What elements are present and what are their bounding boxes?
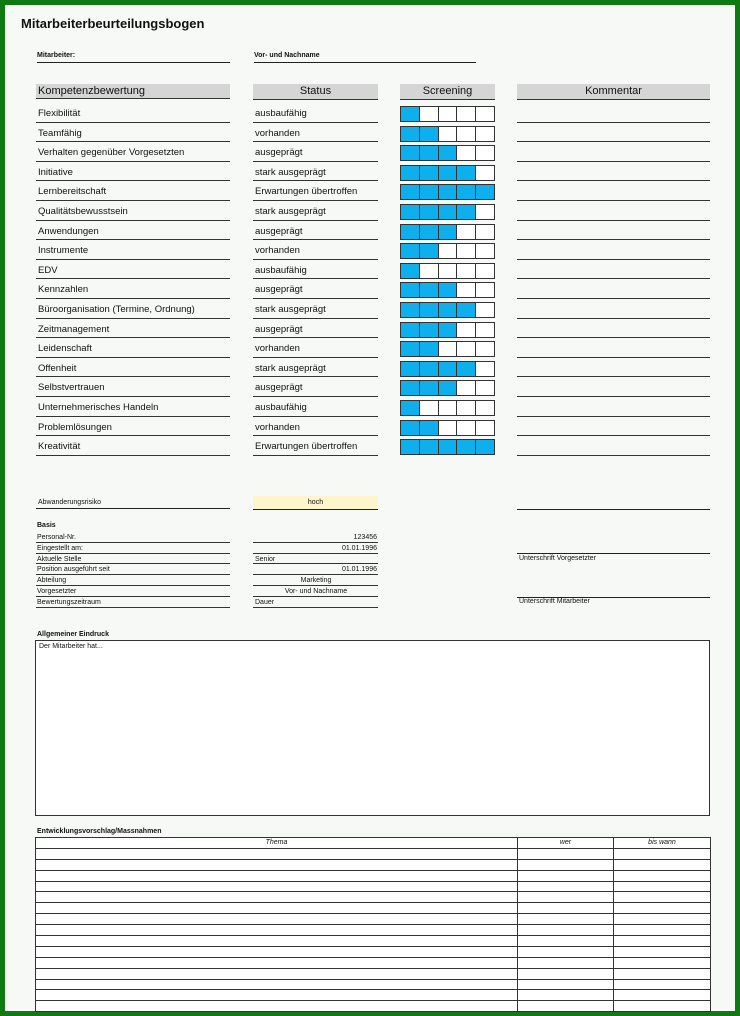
screening-cell (476, 283, 494, 297)
screening-cell (457, 283, 476, 297)
competency-comment-field[interactable] (517, 162, 710, 182)
development-cell[interactable] (518, 881, 614, 892)
screening-bar (400, 165, 495, 181)
development-cell[interactable] (518, 936, 614, 947)
competency-status[interactable]: vorhanden (253, 123, 378, 143)
screening-bar (400, 145, 495, 161)
competency-comment-field[interactable] (517, 377, 710, 397)
development-cell[interactable] (614, 946, 711, 957)
screening-cell (476, 205, 494, 219)
development-cell[interactable] (518, 1001, 614, 1012)
basis-label: Personal-Nr. (36, 532, 230, 543)
competency-comment-field[interactable] (517, 319, 710, 339)
development-cell[interactable] (36, 946, 518, 957)
screening-cell (401, 283, 420, 297)
screening-cell (457, 323, 476, 337)
screening-cell (476, 264, 494, 278)
competency-comment-field[interactable] (517, 240, 710, 260)
screening-cell (457, 440, 476, 454)
screening-bar (400, 380, 495, 396)
development-cell[interactable] (614, 990, 711, 1001)
basis-value[interactable]: 01.01.1996 (253, 543, 378, 554)
basis-value[interactable]: Vor- und Nachname (253, 586, 378, 597)
competency-name: Anwendungen (36, 221, 230, 241)
competency-name: Qualitätsbewusstsein (36, 201, 230, 221)
impression-text: Der Mitarbeiter hat... (39, 643, 103, 650)
competency-name: Instrumente (36, 240, 230, 260)
development-row (36, 892, 711, 903)
basis-value[interactable]: Dauer (253, 597, 378, 608)
screening-cell (420, 342, 439, 356)
competency-name: Leidenschaft (36, 338, 230, 358)
screening-cell (401, 440, 420, 454)
screening-cell (420, 303, 439, 317)
employee-name-field[interactable]: Vor- und Nachname (254, 52, 476, 63)
screening-cell (401, 323, 420, 337)
screening-cell (457, 342, 476, 356)
screening-bar (400, 184, 495, 200)
competency-name: Kennzahlen (36, 279, 230, 299)
development-cell[interactable] (614, 914, 711, 925)
competency-name: Initiative (36, 162, 230, 182)
development-cell[interactable] (36, 979, 518, 990)
competency-status[interactable]: vorhanden (253, 338, 378, 358)
development-row (36, 903, 711, 914)
development-cell[interactable] (518, 859, 614, 870)
screening-cell (401, 146, 420, 160)
risk-comment-line[interactable] (517, 496, 710, 510)
development-row (36, 870, 711, 881)
screening-cell (420, 440, 439, 454)
competency-name: Unternehmerisches Handeln (36, 397, 230, 417)
development-col-bis-wann: bis wann (614, 838, 711, 849)
screening-header: Screening (400, 84, 495, 100)
basis-heading: Basis (37, 522, 56, 529)
development-cell[interactable] (518, 990, 614, 1001)
competency-status[interactable]: ausbaufähig (253, 103, 378, 123)
basis-label: Bewertungszeitraum (36, 597, 230, 608)
competency-comment-field[interactable] (517, 181, 710, 201)
basis-value[interactable]: Marketing (253, 575, 378, 586)
supervisor-signature-label: Unterschrift Vorgesetzter (519, 555, 597, 562)
screening-cell (420, 225, 439, 239)
competency-status[interactable]: ausgeprägt (253, 279, 378, 299)
development-cell[interactable] (518, 979, 614, 990)
screening-cell (401, 205, 420, 219)
competency-comment-field[interactable] (517, 142, 710, 162)
development-row (36, 859, 711, 870)
screening-cell (476, 146, 494, 160)
development-cell[interactable] (518, 925, 614, 936)
development-row (36, 914, 711, 925)
development-row (36, 946, 711, 957)
screening-bar (400, 302, 495, 318)
basis-label: Aktuelle Stelle (36, 554, 230, 565)
development-cell[interactable] (36, 990, 518, 1001)
development-row (36, 1001, 711, 1012)
competency-name: EDV (36, 260, 230, 280)
competency-comment-field[interactable] (517, 221, 710, 241)
competency-status[interactable]: ausgeprägt (253, 319, 378, 339)
screening-cell (420, 381, 439, 395)
employee-label: Mitarbeiter: (37, 52, 230, 63)
screening-bar (400, 420, 495, 436)
screening-bar (400, 126, 495, 142)
screening-cell (439, 185, 458, 199)
competency-status[interactable]: ausbaufähig (253, 397, 378, 417)
basis-value[interactable]: 01.01.1996 (253, 564, 378, 575)
screening-bar (400, 341, 495, 357)
screening-cell (476, 421, 494, 435)
screening-cell (476, 323, 494, 337)
screening-cell (439, 440, 458, 454)
screening-bar (400, 361, 495, 377)
screening-cell (476, 244, 494, 258)
development-cell[interactable] (614, 870, 711, 881)
screening-cell (420, 146, 439, 160)
development-row (36, 881, 711, 892)
screening-cell (439, 127, 458, 141)
screening-bar (400, 282, 495, 298)
development-cell[interactable] (36, 968, 518, 979)
screening-cell (457, 421, 476, 435)
development-cell[interactable] (518, 870, 614, 881)
screening-bar (400, 322, 495, 338)
basis-label: Eingestellt am: (36, 543, 230, 554)
competency-status[interactable]: vorhanden (253, 417, 378, 437)
risk-value[interactable]: hoch (253, 496, 378, 510)
screening-bar (400, 243, 495, 259)
screening-cell (457, 381, 476, 395)
development-cell[interactable] (614, 848, 711, 859)
competence-header: Kompetenzbewertung (36, 84, 230, 99)
competency-name: Problemlösungen (36, 417, 230, 437)
competency-comment-field[interactable] (517, 417, 710, 437)
screening-cell (401, 264, 420, 278)
competency-status[interactable]: stark ausgeprägt (253, 299, 378, 319)
impression-textarea[interactable] (35, 640, 710, 816)
competency-status[interactable]: stark ausgeprägt (253, 358, 378, 378)
screening-cell (476, 342, 494, 356)
competency-comment-field[interactable] (517, 299, 710, 319)
screening-bar (400, 439, 495, 455)
development-row (36, 957, 711, 968)
development-cell[interactable] (518, 892, 614, 903)
competency-status[interactable]: ausgeprägt (253, 221, 378, 241)
basis-value[interactable]: Senior (253, 554, 378, 565)
development-cell[interactable] (518, 946, 614, 957)
screening-cell (457, 264, 476, 278)
development-row (36, 936, 711, 947)
development-cell[interactable] (614, 925, 711, 936)
screening-cell (439, 244, 458, 258)
development-cell[interactable] (36, 936, 518, 947)
status-header: Status (253, 84, 378, 100)
basis-value[interactable]: 123456 (253, 532, 378, 543)
screening-cell (439, 166, 458, 180)
development-col-wer: wer (518, 838, 614, 849)
development-col-thema: Thema (36, 838, 518, 849)
screening-cell (439, 107, 458, 121)
screening-cell (439, 323, 458, 337)
screening-cell (457, 303, 476, 317)
development-header-row (36, 838, 711, 849)
screening-cell (420, 107, 439, 121)
screening-cell (401, 166, 420, 180)
development-cell[interactable] (614, 903, 711, 914)
development-cell[interactable] (36, 925, 518, 936)
development-cell[interactable] (518, 968, 614, 979)
development-cell[interactable] (614, 892, 711, 903)
basis-label: Abteilung (36, 575, 230, 586)
competency-status[interactable]: ausbaufähig (253, 260, 378, 280)
competency-status[interactable]: Erwartungen übertroffen (253, 181, 378, 201)
impression-heading: Allgemeiner Eindruck (37, 631, 109, 638)
screening-cell (439, 342, 458, 356)
development-row (36, 979, 711, 990)
screening-cell (401, 362, 420, 376)
screening-cell (476, 185, 494, 199)
competency-status[interactable]: vorhanden (253, 240, 378, 260)
competency-comment-field[interactable] (517, 338, 710, 358)
screening-cell (439, 205, 458, 219)
document-title: Mitarbeiterbeurteilungsbogen (21, 16, 205, 31)
development-cell[interactable] (518, 903, 614, 914)
development-cell[interactable] (614, 936, 711, 947)
screening-cell (457, 107, 476, 121)
screening-cell (457, 166, 476, 180)
competency-name: Offenheit (36, 358, 230, 378)
screening-cell (420, 264, 439, 278)
screening-cell (476, 225, 494, 239)
screening-cell (439, 146, 458, 160)
screening-cell (457, 244, 476, 258)
screening-cell (401, 421, 420, 435)
screening-cell (401, 381, 420, 395)
screening-cell (476, 107, 494, 121)
screening-cell (439, 421, 458, 435)
screening-cell (439, 303, 458, 317)
competency-name: Selbstvertrauen (36, 377, 230, 397)
screening-cell (420, 421, 439, 435)
development-heading: Entwicklungsvorschlag/Massnahmen (37, 828, 162, 835)
competency-comment-field[interactable] (517, 397, 710, 417)
supervisor-signature-line[interactable] (517, 541, 710, 554)
screening-cell (401, 342, 420, 356)
development-row (36, 968, 711, 979)
basis-label: Position ausgeführt seit (36, 564, 230, 575)
screening-cell (457, 362, 476, 376)
screening-cell (420, 127, 439, 141)
development-cell[interactable] (614, 968, 711, 979)
screening-cell (476, 440, 494, 454)
screening-cell (420, 401, 439, 415)
competency-status[interactable]: ausgeprägt (253, 377, 378, 397)
development-cell[interactable] (518, 848, 614, 859)
development-cell[interactable] (518, 957, 614, 968)
screening-cell (401, 107, 420, 121)
competency-status[interactable]: stark ausgeprägt (253, 162, 378, 182)
screening-cell (457, 127, 476, 141)
screening-cell (439, 401, 458, 415)
screening-cell (401, 127, 420, 141)
screening-cell (476, 127, 494, 141)
development-table (35, 837, 711, 1012)
screening-bar (400, 106, 495, 122)
competency-comment-field[interactable] (517, 260, 710, 280)
competency-status[interactable]: stark ausgeprägt (253, 201, 378, 221)
competency-comment-field[interactable] (517, 201, 710, 221)
competency-comment-field[interactable] (517, 436, 710, 456)
development-cell[interactable] (614, 881, 711, 892)
screening-cell (401, 401, 420, 415)
screening-cell (401, 225, 420, 239)
basis-label: Vorgesetzter (36, 586, 230, 597)
competency-status[interactable]: ausgeprägt (253, 142, 378, 162)
development-row (36, 925, 711, 936)
screening-cell (439, 225, 458, 239)
development-cell[interactable] (36, 914, 518, 925)
screening-cell (420, 283, 439, 297)
screening-bar (400, 204, 495, 220)
screening-cell (401, 185, 420, 199)
screening-cell (457, 401, 476, 415)
development-cell[interactable] (36, 903, 518, 914)
screening-cell (457, 185, 476, 199)
competency-name: Teamfähig (36, 123, 230, 143)
competency-comment-field[interactable] (517, 279, 710, 299)
screening-cell (439, 283, 458, 297)
screening-bar (400, 400, 495, 416)
development-cell[interactable] (614, 859, 711, 870)
screening-cell (476, 166, 494, 180)
competency-name: Flexibilität (36, 103, 230, 123)
screening-cell (457, 205, 476, 219)
competency-name: Zeitmanagement (36, 319, 230, 339)
development-cell[interactable] (36, 892, 518, 903)
screening-cell (420, 185, 439, 199)
screening-cell (476, 381, 494, 395)
screening-bar (400, 263, 495, 279)
screening-cell (439, 362, 458, 376)
screening-cell (476, 401, 494, 415)
development-cell[interactable] (36, 1001, 518, 1012)
employee-signature-line[interactable] (517, 585, 710, 598)
screening-cell (420, 323, 439, 337)
screening-cell (420, 244, 439, 258)
development-cell[interactable] (36, 870, 518, 881)
development-cell[interactable] (36, 957, 518, 968)
development-cell[interactable] (36, 859, 518, 870)
competency-comment-field[interactable] (517, 123, 710, 143)
competency-name: Büroorganisation (Termine, Ordnung) (36, 299, 230, 319)
development-cell[interactable] (614, 979, 711, 990)
development-cell[interactable] (614, 1001, 711, 1012)
screening-cell (401, 303, 420, 317)
development-row (36, 990, 711, 1001)
screening-cell (457, 225, 476, 239)
competency-comment-field[interactable] (517, 358, 710, 378)
development-cell[interactable] (36, 881, 518, 892)
competency-status[interactable]: Erwartungen übertroffen (253, 436, 378, 456)
screening-cell (420, 166, 439, 180)
development-cell[interactable] (36, 848, 518, 859)
development-row (36, 848, 711, 859)
competency-name: Verhalten gegenüber Vorgesetzten (36, 142, 230, 162)
development-cell[interactable] (614, 957, 711, 968)
screening-cell (457, 146, 476, 160)
competency-name: Kreativität (36, 436, 230, 456)
risk-label: Abwanderungsrisiko (36, 497, 230, 509)
screening-cell (420, 205, 439, 219)
competency-comment-field[interactable] (517, 103, 710, 123)
screening-cell (401, 244, 420, 258)
screening-cell (476, 303, 494, 317)
employee-signature-label: Unterschrift Mitarbeiter (519, 598, 590, 605)
screening-cell (476, 362, 494, 376)
development-cell[interactable] (518, 914, 614, 925)
screening-bar (400, 224, 495, 240)
competency-name: Lernbereitschaft (36, 181, 230, 201)
screening-cell (439, 381, 458, 395)
screening-cell (420, 362, 439, 376)
comment-header: Kommentar (517, 84, 710, 100)
screening-cell (439, 264, 458, 278)
